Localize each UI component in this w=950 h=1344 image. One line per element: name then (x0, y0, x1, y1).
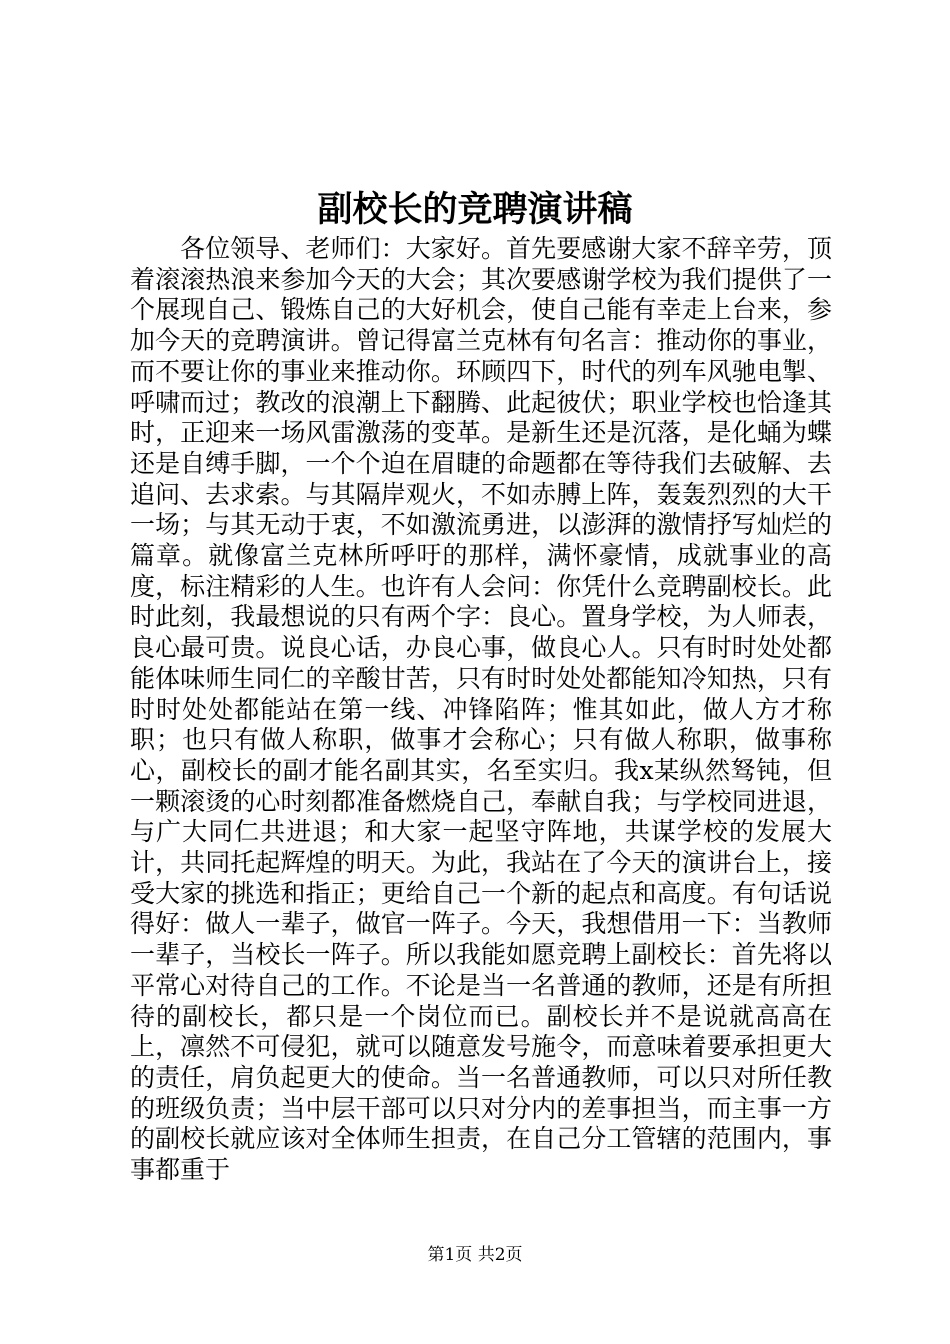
page-number-indicator: 第1页 共2页 (427, 1245, 523, 1265)
document-title: 副校长的竞聘演讲稿 (317, 189, 633, 230)
page-footer (0, 1243, 950, 1267)
document-body-paragraph: 各位领导、老师们：大家好。首先要感谢大家不辞辛劳，顶着滚滚热浪来参加今天的大会；其次要感谢学校为我们提供了一个展现自己、锻炼自己的大好机会，使自己能有幸走上台来，参加今天的竞聘演讲。曾记得富兰克林有句名言：推动你的事业，而不要让你的事业来推动你。环顾四下，时代的列车风驰电掣、呼啸而过；教改的浪潮上下翻腾、此起彼伏；职业学校也恰逢其时，正迎来一场风雷激荡的变革。是新生还是沉落，是化蛹为蝶还是自缚手脚，一个个迫在眉睫的命题都在等待我们去破解、去追问、去求索。与其隔岸观火，不如赤膊上阵，轰轰烈烈的大干一场；与其无动于衷，不如激流勇进，以澎湃的激情抒写灿烂的篇章。就像富兰克林所呼吁的那样，满怀豪情，成就事业的高度，标注精彩的人生。也许有人会问：你凭什么竞聘副校长。此时此刻，我最想说的只有两个字：良心。置身学校，为人师表，良心最可贵。说良心话，办良心事，做良心人。只有时时处处都能体味师生同仁的辛酸甘苦，只有时时处处都能知冷知热，只有时时处处都能站在第一线、冲锋陷阵；惟其如此，做人方才称职；也只有做人称职，做事才会称心；只有做人称职，做事称心，副校长的副才能名副其实，名至实归。我x某纵然驽钝，但一颗滚烫的心时刻都准备燃烧自己，奉献自我；与学校同进退，与广大同仁共进退；和大家一起坚守阵地，共谋学校的发展大计，共同托起辉煌的明天。为此，我站在了今天的演讲台上，接受大家的挑选和指正；更给自己一个新的起点和高度。有句话说得好：做人一辈子，做官一阵子。今天，我想借用一下：当教师一辈子，当校长一阵子。所以我能如愿竞聘上副校长：首先将以平常心对待自己的工作。不论是当一名普通的教师，还是有所担待的副校长，都只是一个岗位而已。副校长并不是说就高高在上，凛然不可侵犯，就可以随意发号施令，而意味着要承担更大的责任，肩负起更大的使命。当一名普通教师，可以只对所任教的班级负责；当中层干部可以只对分内的差事担当，而主事一方的副校长就应该对全体师生担责，在自己分工管辖的范围内，事事都重于 (130, 234, 832, 1185)
